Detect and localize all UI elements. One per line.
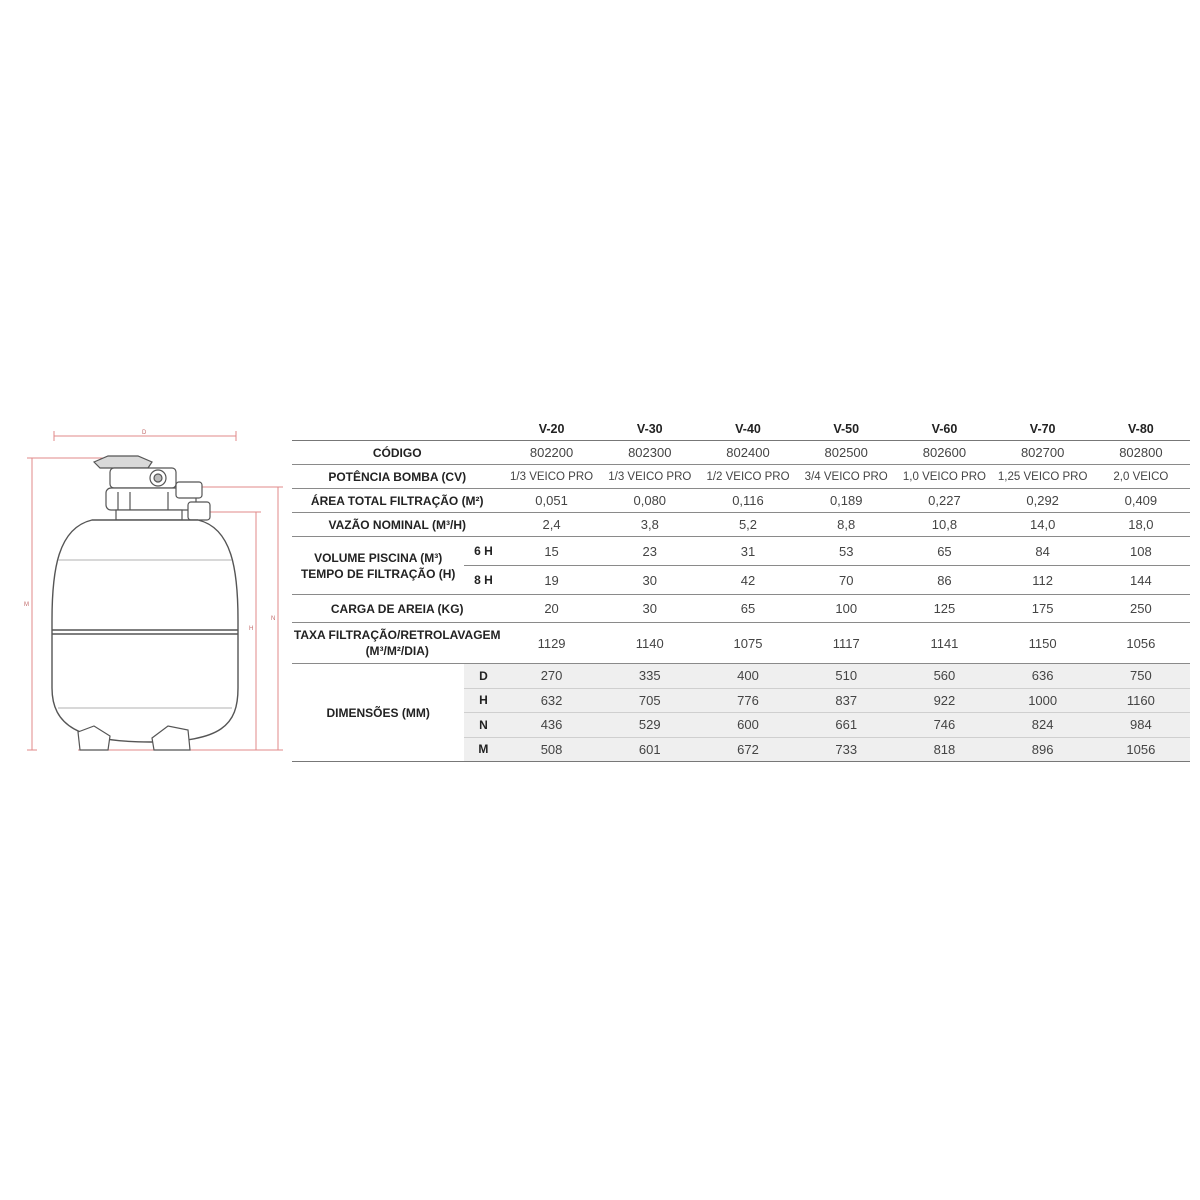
cell: 30: [601, 566, 699, 595]
cell: 1/3 VEICO PRO: [601, 465, 699, 489]
row-taxa: [292, 623, 1190, 664]
cell: 125: [895, 595, 993, 623]
cell: 3,8: [601, 513, 699, 537]
cell: 65: [699, 595, 797, 623]
cell: 1140: [601, 623, 699, 664]
cell: 0,051: [502, 489, 600, 513]
cell: 1075: [699, 623, 797, 664]
cell: 802800: [1092, 441, 1190, 465]
cell: 0,080: [601, 489, 699, 513]
cell: 144: [1092, 566, 1190, 595]
cell: 705: [601, 688, 699, 713]
cell: 1/3 VEICO PRO: [502, 465, 600, 489]
cell: 672: [699, 737, 797, 762]
row-label: POTÊNCIA BOMBA (CV): [292, 465, 502, 489]
row-potencia: [292, 465, 1190, 489]
spec-table: [292, 418, 1190, 762]
cell: 802200: [502, 441, 600, 465]
cell: 15: [502, 537, 600, 566]
model-header: V-40: [699, 418, 797, 441]
cell: 19: [502, 566, 600, 595]
cell: 896: [994, 737, 1092, 762]
taxa-label-line2: (M³/M²/DIA): [365, 644, 429, 658]
sub-label-h: H: [464, 688, 502, 713]
cell: 1,25 VEICO PRO: [994, 465, 1092, 489]
cell: 8,8: [797, 513, 895, 537]
sub-label-8h: 8 H: [464, 566, 502, 595]
cell: 70: [797, 566, 895, 595]
model-header: V-30: [601, 418, 699, 441]
cell: 86: [895, 566, 993, 595]
header-blank: [292, 418, 502, 441]
cell: 175: [994, 595, 1092, 623]
cell: 5,2: [699, 513, 797, 537]
cell: 1,0 VEICO PRO: [895, 465, 993, 489]
cell: 776: [699, 688, 797, 713]
row-label: ÁREA TOTAL FILTRAÇÃO (M²): [292, 489, 502, 513]
dimension-label-m: M: [24, 602, 29, 608]
cell: 1056: [1092, 623, 1190, 664]
sub-label-n: N: [464, 713, 502, 738]
cell: 112: [994, 566, 1092, 595]
taxa-label-line1: TAXA FILTRAÇÃO/RETROLAVAGEM: [293, 628, 501, 642]
cell: 802700: [994, 441, 1092, 465]
cell: 0,189: [797, 489, 895, 513]
model-header-row: [292, 418, 1190, 441]
model-header: V-20: [502, 418, 600, 441]
model-header: V-70: [994, 418, 1092, 441]
row-area: [292, 489, 1190, 513]
cell: 1160: [1092, 688, 1190, 713]
volume-label-line2: TEMPO DE FILTRAÇÃO (H): [300, 566, 456, 581]
row-label: CARGA DE AREIA (KG): [292, 595, 502, 623]
cell: 837: [797, 688, 895, 713]
cell: 10,8: [895, 513, 993, 537]
cell: 1056: [1092, 737, 1190, 762]
model-header: V-60: [895, 418, 993, 441]
cell: 1000: [994, 688, 1092, 713]
cell: 2,4: [502, 513, 600, 537]
cell: 1141: [895, 623, 993, 664]
dimension-label-h: H: [249, 626, 254, 632]
cell: 84: [994, 537, 1092, 566]
cell: 0,116: [699, 489, 797, 513]
cell: 53: [797, 537, 895, 566]
cell: 984: [1092, 713, 1190, 738]
cell: 746: [895, 713, 993, 738]
cell: 100: [797, 595, 895, 623]
cell: 510: [797, 664, 895, 689]
model-header: V-80: [1092, 418, 1190, 441]
dimension-label-d: D: [142, 430, 147, 436]
filter-tank: [52, 520, 238, 742]
row-volume-6h: [292, 537, 1190, 566]
sub-label-d: D: [464, 664, 502, 689]
cell: 1/2 VEICO PRO: [699, 465, 797, 489]
cell: 560: [895, 664, 993, 689]
cell: 0,409: [1092, 489, 1190, 513]
cell: 18,0: [1092, 513, 1190, 537]
row-carga: [292, 595, 1190, 623]
cell: 802600: [895, 441, 993, 465]
row-label-volume: [292, 537, 464, 595]
cell: 14,0: [994, 513, 1092, 537]
cell: 1129: [502, 623, 600, 664]
sub-label-6h: 6 H: [464, 537, 502, 566]
row-label: CÓDIGO: [292, 441, 502, 465]
row-label-dimensoes: DIMENSÕES (MM): [292, 664, 464, 762]
cell: 733: [797, 737, 895, 762]
cell: 601: [601, 737, 699, 762]
cell: 600: [699, 713, 797, 738]
row-label: VAZÃO NOMINAL (M³/H): [292, 513, 502, 537]
cell: 1150: [994, 623, 1092, 664]
volume-label-line1: VOLUME PISCINA (M³): [314, 550, 443, 565]
cell: 802300: [601, 441, 699, 465]
sand-filter-diagram: [18, 420, 293, 760]
model-header: V-50: [797, 418, 895, 441]
cell: 436: [502, 713, 600, 738]
cell: 1117: [797, 623, 895, 664]
cell: 661: [797, 713, 895, 738]
cell: 250: [1092, 595, 1190, 623]
cell: 529: [601, 713, 699, 738]
dimension-label-n: N: [271, 616, 276, 622]
cell: 23: [601, 537, 699, 566]
cell: 750: [1092, 664, 1190, 689]
cell: 632: [502, 688, 600, 713]
cell: 802500: [797, 441, 895, 465]
cell: 20: [502, 595, 600, 623]
cell: 824: [994, 713, 1092, 738]
cell: 3/4 VEICO PRO: [797, 465, 895, 489]
cell: 922: [895, 688, 993, 713]
cell: 65: [895, 537, 993, 566]
cell: 636: [994, 664, 1092, 689]
cell: 108: [1092, 537, 1190, 566]
row-vazao: [292, 513, 1190, 537]
cell: 818: [895, 737, 993, 762]
cell: 31: [699, 537, 797, 566]
row-dim-d: [292, 664, 1190, 689]
multiport-valve: [94, 456, 210, 520]
row-codigo: [292, 441, 1190, 465]
cell: 335: [601, 664, 699, 689]
cell: 0,227: [895, 489, 993, 513]
cell: 400: [699, 664, 797, 689]
cell: 2,0 VEICO: [1092, 465, 1190, 489]
cell: 42: [699, 566, 797, 595]
cell: 802400: [699, 441, 797, 465]
cell: 0,292: [994, 489, 1092, 513]
sub-label-m: M: [464, 737, 502, 762]
cell: 270: [502, 664, 600, 689]
cell: 508: [502, 737, 600, 762]
row-label-taxa: [292, 623, 502, 664]
cell: 30: [601, 595, 699, 623]
